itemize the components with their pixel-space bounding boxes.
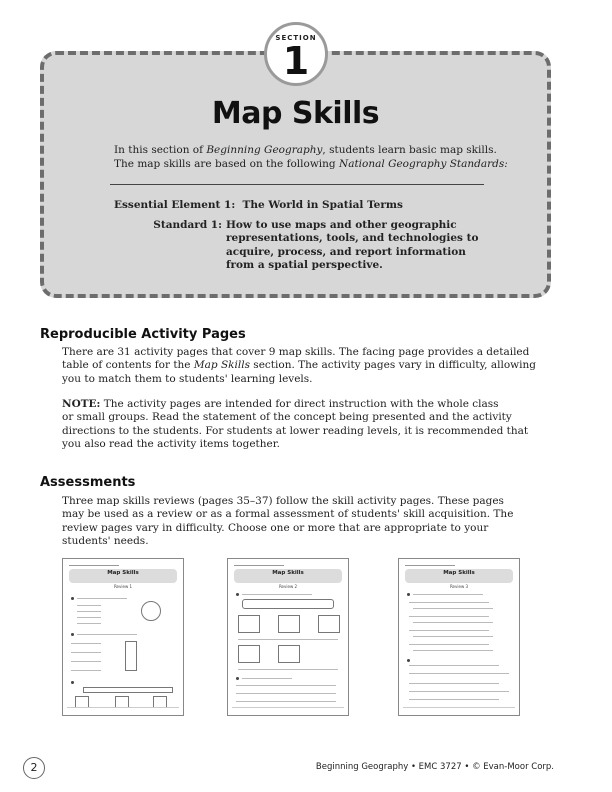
thumbnail-title-text: Map Skills (107, 570, 139, 576)
paragraph-line: you also read the activity items together. (62, 437, 280, 450)
divider (110, 184, 484, 185)
intro-text-part: The map skills are based on the following (114, 158, 339, 170)
section-label: SECTION (275, 34, 317, 42)
bullet-icon (71, 633, 74, 636)
text-line (242, 678, 292, 679)
paragraph-line: directions to the students. For students at lower reading levels, it is recommended that (62, 424, 529, 437)
thumbnail-title-text: Map Skills (443, 570, 475, 576)
paragraph-text: table of contents for the (62, 359, 194, 372)
text-line (71, 661, 101, 662)
text-line (413, 594, 483, 595)
text-line (409, 683, 499, 684)
review-thumbnail-2 (227, 558, 349, 716)
assessments-heading: Assessments (40, 475, 136, 490)
standard-line: from a spatial perspective. (226, 258, 383, 271)
text-line (413, 636, 493, 637)
paragraph-line: you to match them to students' learning levels. (62, 372, 313, 385)
text-line (77, 611, 101, 612)
bullet-icon (236, 593, 239, 596)
thumbnail-title (234, 569, 342, 583)
text-line (409, 665, 499, 666)
standard-text (226, 219, 486, 272)
page-title: Map Skills (211, 96, 380, 131)
thumbnail-title (405, 569, 513, 583)
text-line (238, 669, 338, 670)
standards-name: National Geography Standards: (339, 158, 508, 170)
text-line (409, 602, 489, 603)
text-line (77, 634, 137, 635)
text-line (242, 594, 312, 595)
text-line (236, 693, 336, 694)
thumbnail-title-text: Map Skills (272, 570, 304, 576)
section-number: 1 (282, 39, 310, 83)
bullet-icon (236, 677, 239, 680)
text-line (71, 670, 101, 671)
intro-text-part: In this section of (114, 144, 207, 156)
paragraph-line: There are 31 activity pages that cover 9 map skills. The facing page provides a detailed (62, 346, 530, 358)
paragraph-line: or small groups. Read the statement of the concept being presented and the activity (62, 411, 512, 424)
text-line (409, 644, 489, 645)
text-line (409, 699, 499, 700)
section-name: Map Skills (193, 359, 250, 372)
text-line (77, 623, 101, 624)
name-line (234, 565, 284, 566)
text-line (409, 616, 489, 617)
text-line (238, 639, 338, 640)
text-line (236, 701, 336, 702)
bullet-icon (407, 659, 410, 662)
text-line (413, 622, 493, 623)
essential-element (114, 199, 403, 211)
intro-text (114, 143, 514, 171)
compass-icon (278, 615, 300, 633)
essential-element-value: The World in Spatial Terms (242, 199, 403, 211)
text-line (413, 650, 493, 651)
paragraph-text: section. The activity pages vary in difficulty, allowing (249, 359, 536, 372)
paragraph-line (62, 398, 562, 411)
answer-line (409, 691, 509, 692)
paragraph-line: review pages vary in difficulty. Choose one or more that are appropriate to your (62, 521, 489, 534)
thumbnail-title (69, 569, 177, 583)
word-bank-box (242, 599, 334, 609)
text-line (77, 617, 101, 618)
bullet-icon (71, 597, 74, 600)
thumbnail-footer (67, 707, 179, 712)
standard-line: acquire, process, and report information (226, 245, 466, 258)
picture-icon (318, 615, 340, 633)
assessments-paragraph (62, 495, 562, 548)
page-footer: Beginning Geography • EMC 3727 • © Evan-Moor Corp. (315, 762, 554, 772)
book-title: Beginning Geography (206, 144, 323, 156)
intro-text-part: , students learn basic map skills. (322, 144, 497, 156)
standard-line: How to use maps and other geographic (226, 219, 457, 231)
standard-label: Standard 1: (153, 219, 222, 231)
picture-icon (238, 645, 260, 663)
section-badge (264, 22, 328, 86)
bullet-icon (407, 593, 410, 596)
thumbnail-subtitle: Review 1 (113, 584, 133, 589)
text-line (236, 685, 336, 686)
essential-element-label: Essential Element 1: (114, 199, 236, 211)
review-thumbnail-3 (398, 558, 520, 716)
thumbnail-subtitle: Review 2 (278, 584, 298, 589)
paragraph-line (62, 359, 562, 372)
paragraph-line: students' needs. (62, 534, 149, 547)
reproducible-heading: Reproducible Activity Pages (40, 327, 246, 342)
thumbnail-subtitle: Review 3 (449, 584, 469, 589)
picture-icon (238, 615, 260, 633)
text-line (409, 630, 489, 631)
text-line (77, 605, 101, 606)
review-thumbnail-1 (62, 558, 184, 716)
text-line (71, 652, 101, 653)
note-label: NOTE: (62, 398, 101, 410)
paragraph-text: The activity pages are intended for direct instruction with the whole class (100, 398, 499, 410)
note-paragraph (62, 398, 562, 451)
compass-rose-icon (141, 601, 161, 621)
name-line (69, 565, 119, 566)
name-line (405, 565, 455, 566)
picture-icon (278, 645, 300, 663)
standard-line: representations, tools, and technologies to (226, 232, 479, 245)
map-symbols-icon (125, 641, 137, 671)
reproducible-paragraph (62, 346, 562, 386)
text-line (77, 598, 127, 599)
text-line (71, 643, 101, 644)
text-line (413, 608, 493, 609)
bullet-icon (71, 681, 74, 684)
paragraph-line: Three map skills reviews (pages 35–37) follow the skill activity pages. These pages (62, 495, 504, 507)
answer-line (409, 673, 509, 674)
thumbnail-footer (232, 707, 344, 712)
word-bank-box (83, 687, 173, 693)
paragraph-line: may be used as a review or as a formal assessment of students' skill acquisition. The (62, 508, 514, 521)
page-number: 2 (23, 757, 45, 779)
thumbnail-footer (403, 707, 515, 712)
